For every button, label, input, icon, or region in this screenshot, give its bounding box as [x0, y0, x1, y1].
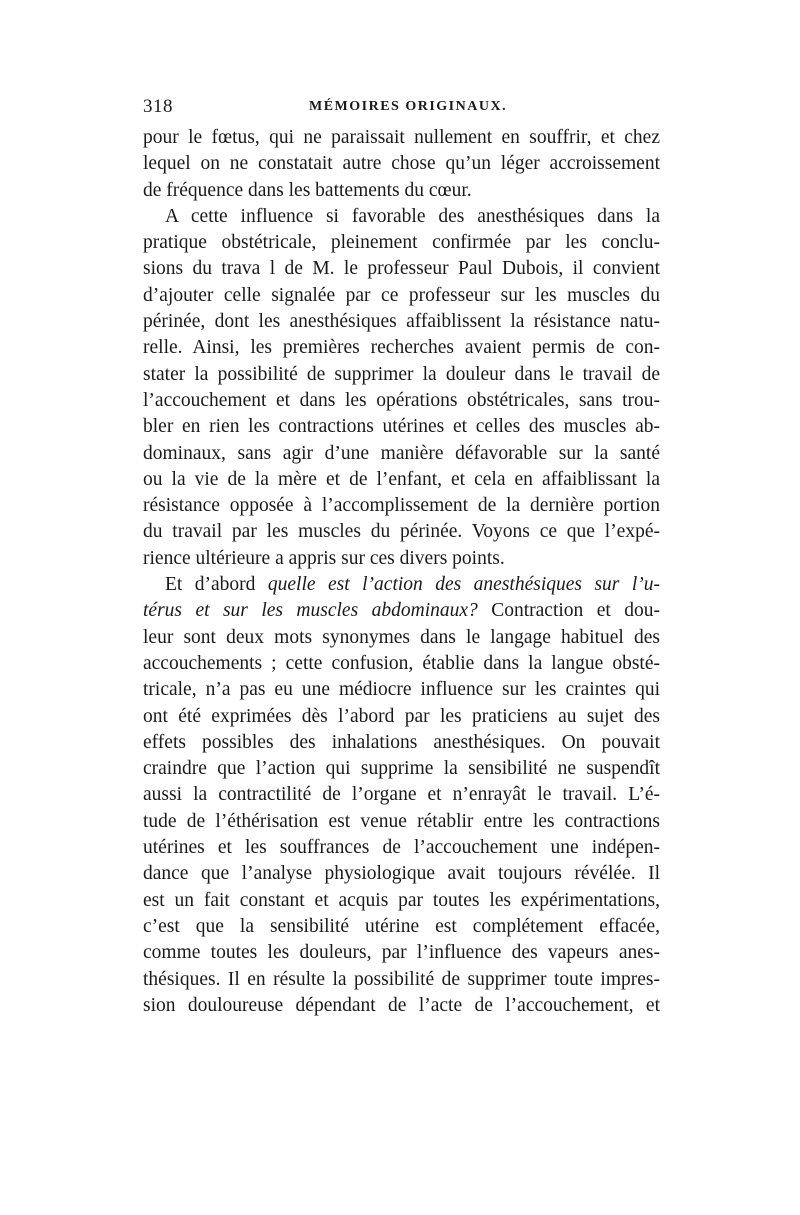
text-line: accouchements ; cette confusion, établie dans la langue obsté- [143, 652, 660, 674]
line-text: Contraction et dou- [491, 600, 661, 622]
text-line: de fréquence dans les battements du cœur. [143, 179, 472, 201]
text-line: relle. Ainsi, les premières recherches avaient permis de con- [143, 337, 660, 359]
text-line: pour le fœtus, qui ne paraissait nullement en souffrir, et chez [143, 127, 660, 148]
text-line: craindre que l’action qui supprime la sensibilité ne suspendît [143, 758, 660, 780]
text-line: dominaux, sans agir d’une manière défavorable sur la santé [143, 442, 660, 464]
text-line: résistance opposée à l’accomplissement de la dernière portion [143, 495, 660, 517]
line-text: Et d’abord [165, 574, 256, 596]
text-line: lequel on ne constatait autre chose qu’un léger accroissement [143, 153, 660, 175]
text-line: aussi la contractilité de l’organe et n’enrayât le travail. L’é- [143, 784, 660, 806]
text-line: rience ultérieure a appris sur ces divers points. [143, 547, 505, 569]
page-number: 318 [143, 96, 173, 117]
text-line: l’accouchement et dans les opérations obstétricales, sans trou- [143, 389, 660, 411]
text-line: c’est que la sensibilité utérine est complétement effacée, [143, 915, 660, 937]
text-line: périnée, dont les anesthésiques affaiblissent la résistance natu- [143, 311, 660, 333]
italic-question: quelle est l’action des anesthésiques sur l’u- [267, 574, 660, 596]
text-line: leur sont deux mots synonymes dans le langage habituel des [143, 626, 660, 648]
text-line [143, 598, 660, 624]
text-line: ont été exprimées dès l’abord par les praticiens au sujet des [143, 705, 660, 727]
text-line: effets possibles des inhalations anesthésiques. On pouvait [143, 731, 660, 753]
text-line: tude de l’éthérisation est venue rétablir entre les contractions [143, 810, 660, 832]
text-line: d’ajouter celle signalée par ce professeur sur les muscles du [143, 284, 660, 306]
text-line: sion douloureuse dépendant de l’acte de l’accouchement, et [143, 994, 660, 1016]
italic-question: térus et sur les muscles abdominaux? [143, 600, 478, 622]
text-line: sions du trava l de M. le professeur Paul Dubois, il convient [143, 258, 660, 280]
text-line: bler en rien les contractions utérines et celles des muscles ab- [143, 416, 660, 438]
text-line: pratique obstétricale, pleinement confirmée par les conclu- [143, 232, 660, 254]
paragraph-start-line [143, 572, 660, 598]
paragraph-start-line: A cette influence si favorable des anesthésiques dans la [165, 205, 660, 227]
text-line: stater la possibilité de supprimer la douleur dans le travail de [143, 363, 660, 385]
text-line: est un fait constant et acquis par toutes les expérimentations, [143, 889, 660, 911]
text-line: thésiques. Il en résulte la possibilité de supprimer toute impres- [143, 968, 660, 990]
text-line: ou la vie de la mère et de l’enfant, et cela en affaiblissant la [143, 468, 660, 490]
text-line: comme toutes les douleurs, par l’influence des vapeurs anes- [143, 942, 660, 964]
text-line: du travail par les muscles du périnée. Voyons ce que l’expé- [143, 521, 660, 543]
text-line: utérines et les souffrances de l’accouchement une indépen- [143, 837, 660, 859]
running-title: MÉMOIRES ORIGINAUX. [309, 99, 508, 114]
text-line: dance que l’analyse physiologique avait toujours révélée. Il [143, 863, 660, 885]
running-head [143, 96, 663, 122]
body-text [143, 125, 660, 1019]
text-line: tricale, n’a pas eu une médiocre influence sur les craintes qui [143, 679, 660, 701]
